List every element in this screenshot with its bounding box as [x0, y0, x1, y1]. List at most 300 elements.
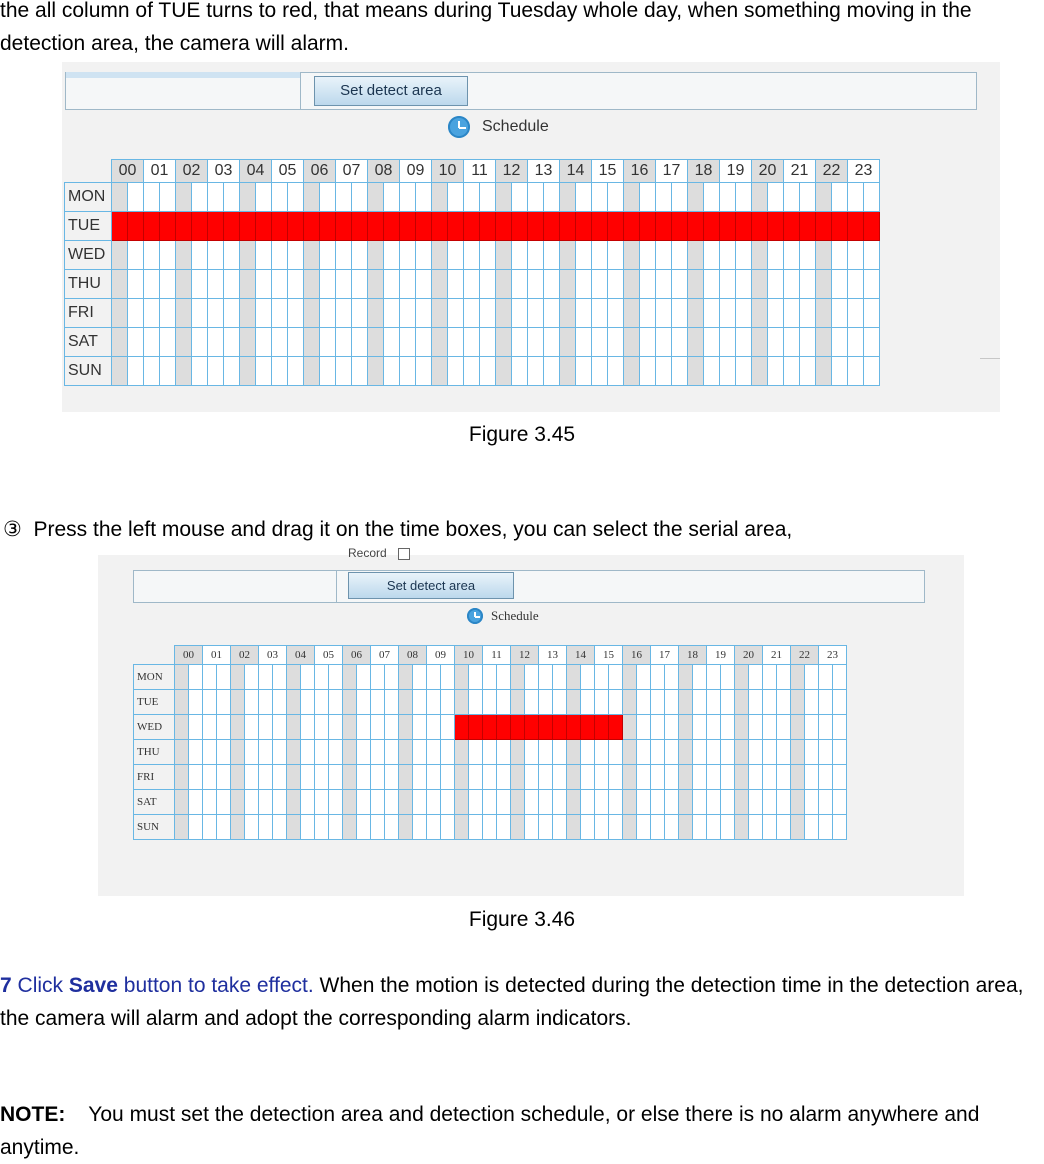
- time-cell[interactable]: [525, 765, 539, 790]
- time-cell[interactable]: [192, 241, 208, 270]
- time-cell[interactable]: [623, 815, 637, 840]
- time-cell[interactable]: [287, 665, 301, 690]
- time-cell[interactable]: [320, 241, 336, 270]
- time-cell[interactable]: [707, 790, 721, 815]
- time-cell[interactable]: [707, 715, 721, 740]
- time-cell[interactable]: [665, 815, 679, 840]
- time-cell[interactable]: [432, 212, 448, 241]
- time-cell[interactable]: [399, 690, 413, 715]
- time-cell[interactable]: [735, 815, 749, 840]
- time-cell[interactable]: [609, 815, 623, 840]
- time-cell[interactable]: [777, 665, 791, 690]
- time-cell[interactable]: [176, 183, 192, 212]
- time-cell[interactable]: [343, 790, 357, 815]
- time-cell[interactable]: [497, 815, 511, 840]
- hour-label[interactable]: 11: [464, 160, 496, 183]
- hour-label[interactable]: 07: [371, 646, 399, 665]
- time-cell[interactable]: [704, 357, 720, 386]
- time-cell[interactable]: [480, 241, 496, 270]
- time-cell[interactable]: [784, 183, 800, 212]
- time-cell[interactable]: [272, 212, 288, 241]
- time-cell[interactable]: [539, 815, 553, 840]
- time-cell[interactable]: [749, 690, 763, 715]
- time-cell[interactable]: [651, 815, 665, 840]
- time-cell[interactable]: [707, 740, 721, 765]
- time-cell[interactable]: [432, 328, 448, 357]
- hour-label[interactable]: 23: [848, 160, 880, 183]
- time-cell[interactable]: [368, 328, 384, 357]
- time-cell[interactable]: [400, 328, 416, 357]
- time-cell[interactable]: [777, 815, 791, 840]
- hour-label[interactable]: 22: [791, 646, 819, 665]
- time-cell[interactable]: [256, 212, 272, 241]
- time-cell[interactable]: [245, 765, 259, 790]
- hour-label[interactable]: 12: [511, 646, 539, 665]
- time-cell[interactable]: [256, 241, 272, 270]
- hour-label[interactable]: 06: [304, 160, 336, 183]
- time-cell[interactable]: [245, 815, 259, 840]
- time-cell[interactable]: [240, 270, 256, 299]
- time-cell[interactable]: [560, 357, 576, 386]
- time-cell[interactable]: [371, 790, 385, 815]
- time-cell[interactable]: [301, 690, 315, 715]
- time-cell[interactable]: [609, 690, 623, 715]
- time-cell[interactable]: [805, 740, 819, 765]
- time-cell[interactable]: [832, 212, 848, 241]
- time-cell[interactable]: [721, 790, 735, 815]
- time-cell[interactable]: [175, 690, 189, 715]
- time-cell[interactable]: [427, 765, 441, 790]
- time-cell[interactable]: [679, 815, 693, 840]
- time-cell[interactable]: [763, 715, 777, 740]
- time-cell[interactable]: [176, 241, 192, 270]
- time-cell[interactable]: [464, 212, 480, 241]
- time-cell[interactable]: [800, 212, 816, 241]
- time-cell[interactable]: [512, 212, 528, 241]
- time-cell[interactable]: [560, 299, 576, 328]
- time-cell[interactable]: [560, 183, 576, 212]
- time-cell[interactable]: [272, 299, 288, 328]
- time-cell[interactable]: [371, 690, 385, 715]
- time-cell[interactable]: [315, 690, 329, 715]
- time-cell[interactable]: [525, 815, 539, 840]
- time-cell[interactable]: [189, 790, 203, 815]
- time-cell[interactable]: [128, 241, 144, 270]
- time-cell[interactable]: [231, 790, 245, 815]
- time-cell[interactable]: [483, 665, 497, 690]
- time-cell[interactable]: [352, 270, 368, 299]
- time-cell[interactable]: [592, 183, 608, 212]
- time-cell[interactable]: [576, 212, 592, 241]
- time-cell[interactable]: [441, 815, 455, 840]
- time-cell[interactable]: [496, 270, 512, 299]
- hour-label[interactable]: 17: [651, 646, 679, 665]
- time-cell[interactable]: [160, 212, 176, 241]
- time-cell[interactable]: [336, 183, 352, 212]
- hour-label[interactable]: 18: [688, 160, 720, 183]
- time-cell[interactable]: [816, 212, 832, 241]
- time-cell[interactable]: [679, 765, 693, 790]
- time-cell[interactable]: [329, 690, 343, 715]
- time-cell[interactable]: [176, 328, 192, 357]
- time-cell[interactable]: [595, 815, 609, 840]
- time-cell[interactable]: [464, 183, 480, 212]
- time-cell[interactable]: [208, 357, 224, 386]
- hour-label[interactable]: 17: [656, 160, 688, 183]
- time-cell[interactable]: [304, 241, 320, 270]
- record-checkbox[interactable]: [398, 548, 410, 560]
- hour-label[interactable]: 00: [175, 646, 203, 665]
- time-cell[interactable]: [259, 690, 273, 715]
- time-cell[interactable]: [819, 665, 833, 690]
- time-cell[interactable]: [576, 183, 592, 212]
- time-cell[interactable]: [560, 212, 576, 241]
- time-cell[interactable]: [399, 665, 413, 690]
- hour-label[interactable]: 08: [368, 160, 400, 183]
- time-cell[interactable]: [231, 740, 245, 765]
- time-cell[interactable]: [720, 270, 736, 299]
- time-cell[interactable]: [704, 299, 720, 328]
- time-cell[interactable]: [497, 715, 511, 740]
- time-cell[interactable]: [441, 690, 455, 715]
- time-cell[interactable]: [399, 790, 413, 815]
- time-cell[interactable]: [539, 790, 553, 815]
- time-cell[interactable]: [528, 328, 544, 357]
- time-cell[interactable]: [160, 328, 176, 357]
- time-cell[interactable]: [272, 241, 288, 270]
- time-cell[interactable]: [819, 690, 833, 715]
- time-cell[interactable]: [819, 790, 833, 815]
- time-cell[interactable]: [427, 740, 441, 765]
- time-cell[interactable]: [832, 241, 848, 270]
- time-cell[interactable]: [576, 270, 592, 299]
- time-cell[interactable]: [385, 715, 399, 740]
- time-cell[interactable]: [800, 270, 816, 299]
- time-cell[interactable]: [352, 357, 368, 386]
- time-cell[interactable]: [413, 815, 427, 840]
- time-cell[interactable]: [273, 765, 287, 790]
- time-cell[interactable]: [288, 328, 304, 357]
- time-cell[interactable]: [217, 715, 231, 740]
- time-cell[interactable]: [320, 183, 336, 212]
- hour-label[interactable]: 04: [240, 160, 272, 183]
- time-cell[interactable]: [427, 715, 441, 740]
- time-cell[interactable]: [224, 241, 240, 270]
- time-cell[interactable]: [511, 765, 525, 790]
- time-cell[interactable]: [352, 183, 368, 212]
- time-cell[interactable]: [288, 299, 304, 328]
- time-cell[interactable]: [595, 690, 609, 715]
- hour-label[interactable]: 01: [144, 160, 176, 183]
- time-cell[interactable]: [400, 299, 416, 328]
- time-cell[interactable]: [721, 815, 735, 840]
- time-cell[interactable]: [721, 690, 735, 715]
- time-cell[interactable]: [704, 270, 720, 299]
- time-cell[interactable]: [256, 183, 272, 212]
- time-cell[interactable]: [315, 665, 329, 690]
- time-cell[interactable]: [371, 740, 385, 765]
- time-cell[interactable]: [496, 299, 512, 328]
- time-cell[interactable]: [833, 740, 847, 765]
- time-cell[interactable]: [864, 183, 880, 212]
- time-cell[interactable]: [245, 665, 259, 690]
- time-cell[interactable]: [651, 690, 665, 715]
- time-cell[interactable]: [304, 299, 320, 328]
- time-cell[interactable]: [357, 765, 371, 790]
- time-cell[interactable]: [637, 790, 651, 815]
- time-cell[interactable]: [416, 270, 432, 299]
- time-cell[interactable]: [768, 299, 784, 328]
- time-cell[interactable]: [273, 815, 287, 840]
- hour-label[interactable]: 12: [496, 160, 528, 183]
- time-cell[interactable]: [256, 270, 272, 299]
- time-cell[interactable]: [624, 357, 640, 386]
- time-cell[interactable]: [427, 690, 441, 715]
- time-cell[interactable]: [553, 690, 567, 715]
- time-cell[interactable]: [864, 328, 880, 357]
- time-cell[interactable]: [144, 241, 160, 270]
- time-cell[interactable]: [240, 357, 256, 386]
- time-cell[interactable]: [287, 690, 301, 715]
- time-cell[interactable]: [176, 357, 192, 386]
- hour-label[interactable]: 16: [623, 646, 651, 665]
- time-cell[interactable]: [576, 328, 592, 357]
- time-cell[interactable]: [763, 665, 777, 690]
- time-cell[interactable]: [512, 241, 528, 270]
- time-cell[interactable]: [336, 357, 352, 386]
- time-cell[interactable]: [784, 241, 800, 270]
- time-cell[interactable]: [144, 212, 160, 241]
- hour-label[interactable]: 09: [427, 646, 455, 665]
- time-cell[interactable]: [720, 241, 736, 270]
- time-cell[interactable]: [160, 241, 176, 270]
- time-cell[interactable]: [413, 790, 427, 815]
- time-cell[interactable]: [315, 765, 329, 790]
- time-cell[interactable]: [304, 270, 320, 299]
- time-cell[interactable]: [400, 357, 416, 386]
- time-cell[interactable]: [128, 270, 144, 299]
- time-cell[interactable]: [192, 270, 208, 299]
- time-cell[interactable]: [288, 241, 304, 270]
- time-cell[interactable]: [609, 665, 623, 690]
- time-cell[interactable]: [777, 690, 791, 715]
- time-cell[interactable]: [525, 690, 539, 715]
- time-cell[interactable]: [329, 815, 343, 840]
- time-cell[interactable]: [315, 790, 329, 815]
- time-cell[interactable]: [816, 270, 832, 299]
- day-label[interactable]: SUN: [134, 815, 175, 840]
- time-cell[interactable]: [287, 740, 301, 765]
- time-cell[interactable]: [679, 665, 693, 690]
- time-cell[interactable]: [217, 690, 231, 715]
- time-cell[interactable]: [112, 212, 128, 241]
- time-cell[interactable]: [368, 357, 384, 386]
- time-cell[interactable]: [704, 212, 720, 241]
- time-cell[interactable]: [777, 715, 791, 740]
- time-cell[interactable]: [512, 357, 528, 386]
- time-cell[interactable]: [749, 715, 763, 740]
- time-cell[interactable]: [623, 790, 637, 815]
- time-cell[interactable]: [464, 270, 480, 299]
- time-cell[interactable]: [752, 328, 768, 357]
- time-cell[interactable]: [665, 765, 679, 790]
- time-cell[interactable]: [357, 790, 371, 815]
- time-cell[interactable]: [864, 241, 880, 270]
- time-cell[interactable]: [672, 357, 688, 386]
- time-cell[interactable]: [400, 183, 416, 212]
- hour-label[interactable]: 15: [595, 646, 623, 665]
- time-cell[interactable]: [576, 299, 592, 328]
- time-cell[interactable]: [752, 212, 768, 241]
- time-cell[interactable]: [175, 665, 189, 690]
- time-cell[interactable]: [784, 328, 800, 357]
- time-cell[interactable]: [665, 740, 679, 765]
- time-cell[interactable]: [208, 183, 224, 212]
- time-cell[interactable]: [763, 815, 777, 840]
- time-cell[interactable]: [384, 241, 400, 270]
- time-cell[interactable]: [427, 790, 441, 815]
- time-cell[interactable]: [175, 715, 189, 740]
- time-cell[interactable]: [329, 740, 343, 765]
- time-cell[interactable]: [357, 690, 371, 715]
- time-cell[interactable]: [640, 183, 656, 212]
- time-cell[interactable]: [231, 815, 245, 840]
- time-cell[interactable]: [384, 270, 400, 299]
- time-cell[interactable]: [637, 715, 651, 740]
- time-cell[interactable]: [688, 357, 704, 386]
- time-cell[interactable]: [581, 740, 595, 765]
- time-cell[interactable]: [688, 328, 704, 357]
- time-cell[interactable]: [595, 765, 609, 790]
- time-cell[interactable]: [595, 665, 609, 690]
- time-cell[interactable]: [665, 715, 679, 740]
- time-cell[interactable]: [192, 328, 208, 357]
- time-cell[interactable]: [752, 270, 768, 299]
- time-cell[interactable]: [112, 328, 128, 357]
- time-cell[interactable]: [848, 241, 864, 270]
- time-cell[interactable]: [749, 665, 763, 690]
- time-cell[interactable]: [343, 690, 357, 715]
- time-cell[interactable]: [464, 328, 480, 357]
- time-cell[interactable]: [259, 815, 273, 840]
- time-cell[interactable]: [128, 212, 144, 241]
- time-cell[interactable]: [768, 183, 784, 212]
- time-cell[interactable]: [805, 715, 819, 740]
- time-cell[interactable]: [672, 299, 688, 328]
- time-cell[interactable]: [208, 299, 224, 328]
- time-cell[interactable]: [336, 241, 352, 270]
- time-cell[interactable]: [301, 715, 315, 740]
- time-cell[interactable]: [637, 665, 651, 690]
- time-cell[interactable]: [749, 815, 763, 840]
- time-cell[interactable]: [497, 790, 511, 815]
- time-cell[interactable]: [192, 212, 208, 241]
- time-cell[interactable]: [217, 665, 231, 690]
- time-cell[interactable]: [480, 357, 496, 386]
- time-cell[interactable]: [693, 715, 707, 740]
- time-cell[interactable]: [203, 665, 217, 690]
- hour-label[interactable]: 10: [432, 160, 464, 183]
- time-cell[interactable]: [272, 183, 288, 212]
- time-cell[interactable]: [749, 740, 763, 765]
- hour-label[interactable]: 16: [624, 160, 656, 183]
- time-cell[interactable]: [553, 765, 567, 790]
- time-cell[interactable]: [384, 357, 400, 386]
- time-cell[interactable]: [721, 765, 735, 790]
- time-cell[interactable]: [721, 715, 735, 740]
- time-cell[interactable]: [623, 690, 637, 715]
- time-cell[interactable]: [112, 241, 128, 270]
- time-cell[interactable]: [240, 183, 256, 212]
- time-cell[interactable]: [288, 357, 304, 386]
- time-cell[interactable]: [189, 815, 203, 840]
- time-cell[interactable]: [749, 790, 763, 815]
- time-cell[interactable]: [448, 212, 464, 241]
- time-cell[interactable]: [231, 665, 245, 690]
- time-cell[interactable]: [304, 212, 320, 241]
- time-cell[interactable]: [192, 357, 208, 386]
- time-cell[interactable]: [336, 328, 352, 357]
- time-cell[interactable]: [416, 183, 432, 212]
- time-cell[interactable]: [688, 299, 704, 328]
- time-cell[interactable]: [651, 790, 665, 815]
- time-cell[interactable]: [640, 212, 656, 241]
- time-cell[interactable]: [800, 357, 816, 386]
- time-cell[interactable]: [483, 790, 497, 815]
- time-cell[interactable]: [469, 690, 483, 715]
- time-cell[interactable]: [768, 270, 784, 299]
- time-cell[interactable]: [448, 328, 464, 357]
- time-cell[interactable]: [469, 765, 483, 790]
- time-cell[interactable]: [288, 212, 304, 241]
- time-cell[interactable]: [320, 270, 336, 299]
- time-cell[interactable]: [688, 212, 704, 241]
- time-cell[interactable]: [343, 765, 357, 790]
- time-cell[interactable]: [287, 815, 301, 840]
- time-cell[interactable]: [432, 183, 448, 212]
- time-cell[interactable]: [272, 270, 288, 299]
- time-cell[interactable]: [777, 790, 791, 815]
- time-cell[interactable]: [371, 715, 385, 740]
- time-cell[interactable]: [192, 299, 208, 328]
- time-cell[interactable]: [496, 328, 512, 357]
- time-cell[interactable]: [288, 270, 304, 299]
- time-cell[interactable]: [553, 740, 567, 765]
- time-cell[interactable]: [320, 299, 336, 328]
- time-cell[interactable]: [368, 241, 384, 270]
- time-cell[interactable]: [581, 815, 595, 840]
- hour-label[interactable]: 09: [400, 160, 432, 183]
- time-cell[interactable]: [224, 328, 240, 357]
- time-cell[interactable]: [385, 740, 399, 765]
- time-cell[interactable]: [768, 241, 784, 270]
- time-cell[interactable]: [432, 299, 448, 328]
- time-cell[interactable]: [273, 715, 287, 740]
- time-cell[interactable]: [800, 183, 816, 212]
- time-cell[interactable]: [304, 328, 320, 357]
- time-cell[interactable]: [240, 212, 256, 241]
- time-cell[interactable]: [224, 357, 240, 386]
- time-cell[interactable]: [528, 299, 544, 328]
- time-cell[interactable]: [512, 270, 528, 299]
- time-cell[interactable]: [203, 715, 217, 740]
- time-cell[interactable]: [864, 270, 880, 299]
- time-cell[interactable]: [144, 183, 160, 212]
- time-cell[interactable]: [245, 790, 259, 815]
- time-cell[interactable]: [320, 328, 336, 357]
- time-cell[interactable]: [816, 241, 832, 270]
- time-cell[interactable]: [693, 690, 707, 715]
